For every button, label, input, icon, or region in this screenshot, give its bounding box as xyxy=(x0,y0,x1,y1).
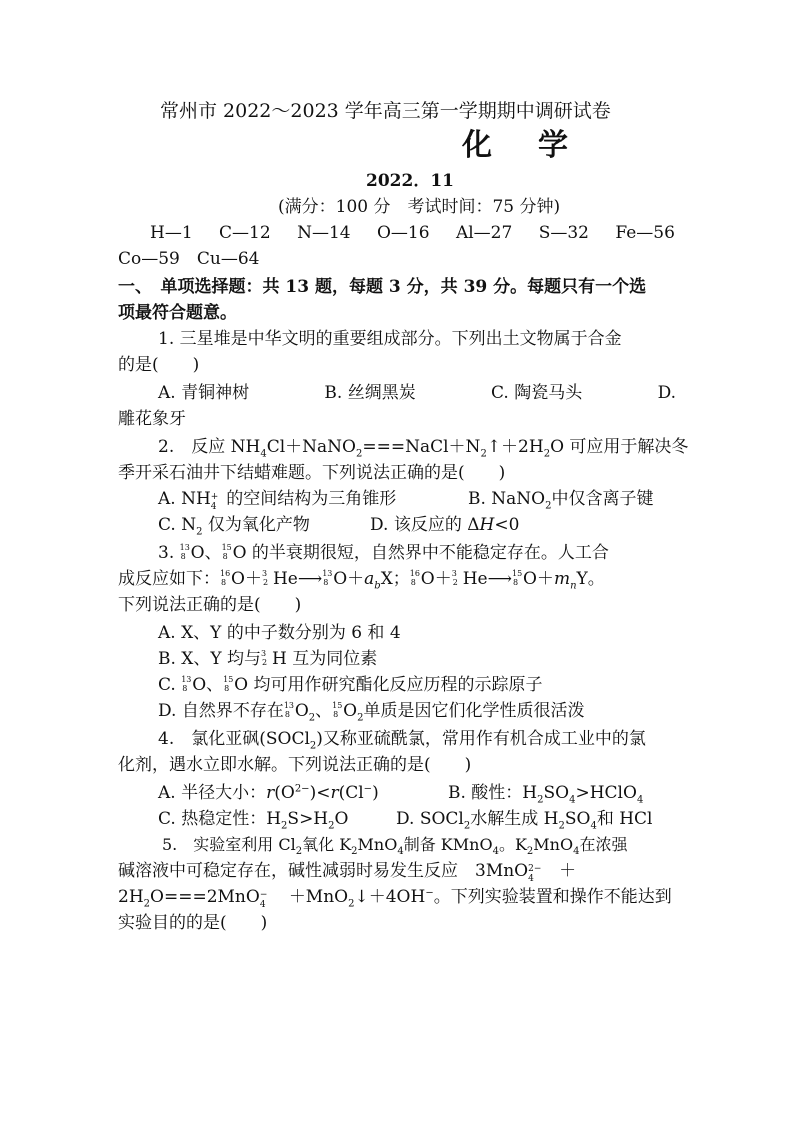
q1-option-a: A. 青铜神树 xyxy=(158,383,250,403)
q2-stem: 2. 反应 $NH_4Cl+NaNO_2===NaCl+N_2↑+2H_2O$ 可应用于解决冬 xyxy=(158,437,689,460)
mass-c: C—12 xyxy=(219,223,271,243)
mass-s: S—32 xyxy=(538,223,589,243)
q5-equation: $2H_2O===2MnO$ − 4 ＋MnO$_2$↓＋4OH−。下列实验装置和操作不能达到 xyxy=(118,887,672,910)
nuclide-o13: 13 8 xyxy=(179,543,190,561)
atomic-masses-row-2 xyxy=(118,248,678,270)
q1-stem: 1. 三星堆是中华文明的重要组成部分。下列出土文物属于合金 xyxy=(158,329,622,349)
q3-option-b: B. X、Y 均与 3 2 H 互为同位素 xyxy=(158,649,378,669)
q1-options xyxy=(158,382,676,404)
q4-option-b: B. 酸性：$H_2SO_4>HClO_4$ xyxy=(448,783,644,806)
q2-options-cd xyxy=(158,514,678,536)
q1-option-d-text: 雕花象牙 xyxy=(118,409,186,429)
q5-stem: 5. 实验室利用 $Cl_2$氧化 $K_2MnO_4$制备 KMnO$_4$。$K_2MnO_4$在浓强 xyxy=(162,835,628,858)
q1-option-d-label: D. xyxy=(657,383,676,403)
q5-stem-cont: 碱溶液中可稳定存在，碱性减弱时易发生反应 3MnO 2− 4 ＋ xyxy=(118,861,577,884)
section-heading-cont: 项最符合题意。 xyxy=(118,303,237,323)
q5-stem-end: 实验目的的是( ) xyxy=(118,913,268,933)
exam-info: (满分：100 分 考试时间：75 分钟) xyxy=(278,197,561,217)
nuclide-o15: 15 8 xyxy=(221,543,232,561)
exam-title: 常州市 2022～2023 学年高三第一学期期中调研试卷 xyxy=(160,100,611,122)
mass-al: Al—27 xyxy=(455,223,513,243)
q2-option-a: A. NH + 4 的空间结构为三角锥形 xyxy=(158,489,397,512)
q3-option-a: A. X、Y 的中子数分别为 6 和 4 xyxy=(158,623,401,643)
q4-stem-cont: 化剂，遇水立即水解。下列说法正确的是( ) xyxy=(118,755,472,775)
q3-stem-cont: 下列说法正确的是( ) xyxy=(118,595,302,615)
subject-title: 化学 xyxy=(462,128,614,163)
mass-co: Co—59 xyxy=(118,249,180,269)
q3-option-c: C. 13 8 O、 15 8 O 均可用作研究酯化反应历程的示踪原子 xyxy=(158,675,543,695)
q4-option-c: C. 热稳定性：$H_2S>H_2O$ xyxy=(158,809,349,832)
atomic-masses-row-1 xyxy=(150,222,675,244)
q3-option-d: D. 自然界不存在 13 8 $O_2$、 15 8 $O_2$单质是因它们化学性质很活泼 xyxy=(158,701,585,724)
mass-fe: Fe—56 xyxy=(615,223,675,243)
q2-stem-cont: 季开采石油井下结蜡难题。下列说法正确的是( ) xyxy=(118,463,506,483)
q1-option-c: C. 陶瓷马头 xyxy=(491,383,583,403)
q1-stem-cont: 的是( ) xyxy=(118,355,200,375)
q4-options-ab xyxy=(158,782,678,804)
exam-date: 2022．11 xyxy=(366,171,454,191)
q2-option-d: D. 该反应的 ΔH<0 xyxy=(370,515,520,535)
q4-stem: 4. 氯化亚砜(SOCl$_2$)又称亚硫酰氯，常用作有机合成工业中的氯 xyxy=(158,729,646,752)
q4-options-cd xyxy=(158,808,678,830)
mass-h: H—1 xyxy=(150,223,193,243)
q4-option-a: A. 半径大小：$r(O^{2-})<r(Cl^-)$ xyxy=(158,783,379,803)
mass-o: O—16 xyxy=(376,223,430,243)
q3-reactions: 成反应如下： 16 8 O＋ 3 2 He⟶ 13 8 $O+a_bX$； 16 8 O＋ 3 2 He⟶ 15 8 $O+m_nY$。 xyxy=(118,569,605,592)
q2-option-c: C. $N_2$ 仅为氧化产物 xyxy=(158,515,310,538)
mass-cu: Cu—64 xyxy=(196,249,260,269)
q3-stem: 3. 13 8 O、 15 8 O 的半衰期很短，自然界中不能稳定存在。人工合 xyxy=(158,543,609,563)
section-heading: 一、 单项选择题：共 13 题，每题 3 分，共 39 分。每题只有一个选 xyxy=(118,277,647,297)
q2-options-ab xyxy=(158,488,678,510)
q1-option-b: B. 丝绸黑炭 xyxy=(324,383,416,403)
q4-option-d: D. SOCl$_2$水解生成 $H_2SO_4$和 HCl xyxy=(396,809,653,832)
q2-option-b: B. NaNO$_2$中仅含离子键 xyxy=(468,489,654,512)
mass-n: N—14 xyxy=(297,223,351,243)
